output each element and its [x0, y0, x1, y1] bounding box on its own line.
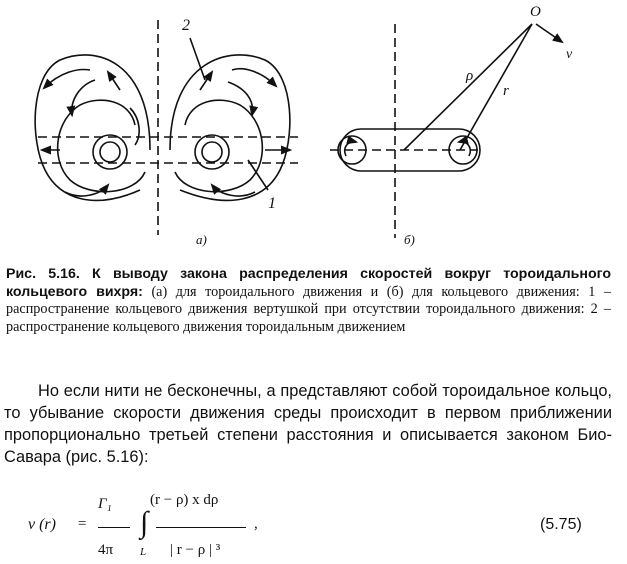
eq-equals: =	[78, 516, 87, 532]
eq-lhs: v (r)	[28, 516, 56, 533]
eq-fraction-bar-1	[98, 527, 130, 528]
eq-fraction-bar-2	[156, 527, 246, 528]
left-outer-loop	[35, 55, 150, 200]
caption-title: Рис. 5.16. К выводу закона распределения скоростей вокруг тороидального кольцевого вихря:	[6, 266, 611, 300]
r-label: r	[503, 83, 509, 99]
figure-caption	[6, 266, 611, 336]
panel-a-label: а)	[196, 232, 207, 247]
eq-coef-denominator: 4π	[98, 542, 114, 558]
right-vortex-core	[202, 142, 222, 162]
point-O-label: O	[530, 4, 541, 20]
callout-1: 1	[268, 195, 276, 212]
eq-numerator: (r − ρ) x dρ	[150, 492, 219, 508]
eq-comma: ,	[254, 516, 258, 532]
eq-number: (5.75)	[540, 516, 582, 533]
right-outer-loop	[170, 55, 290, 200]
panel-b-diagram	[330, 24, 562, 238]
equation-5-75	[0, 484, 627, 564]
vector-v-label: v	[566, 47, 573, 62]
left-vortex-core	[100, 142, 120, 162]
rho-label: ρ	[466, 68, 474, 84]
caption-text: (а) для тороидального движения и (б) для кольцевого движения: 1 – распространение кольцевого движения вертушкой при отсутствии тороидального движения: 2 – распространение кольцевого движения тороидальным движением	[6, 283, 611, 335]
r-line	[460, 24, 532, 150]
eq-denominator: | r − ρ | ³	[170, 542, 221, 558]
eq-gamma: Γ₁	[98, 496, 112, 512]
figure-5-16	[0, 0, 627, 258]
callout-2: 2	[182, 17, 190, 34]
panel-b-label: б)	[404, 232, 415, 247]
panel-a-diagram	[35, 20, 298, 235]
paragraph-text: Но если нити не бесконечны, а представляют собой тороидальное кольцо, то убывание скорости движения среды происходит в первом приближении пропорционально третьей степени расстояния и описывается законом Био-Савара (рис. 5.16):	[4, 382, 612, 466]
eq-integral: ∫	[140, 506, 149, 539]
body-paragraph	[4, 380, 612, 468]
eq-contour: L	[140, 546, 147, 558]
